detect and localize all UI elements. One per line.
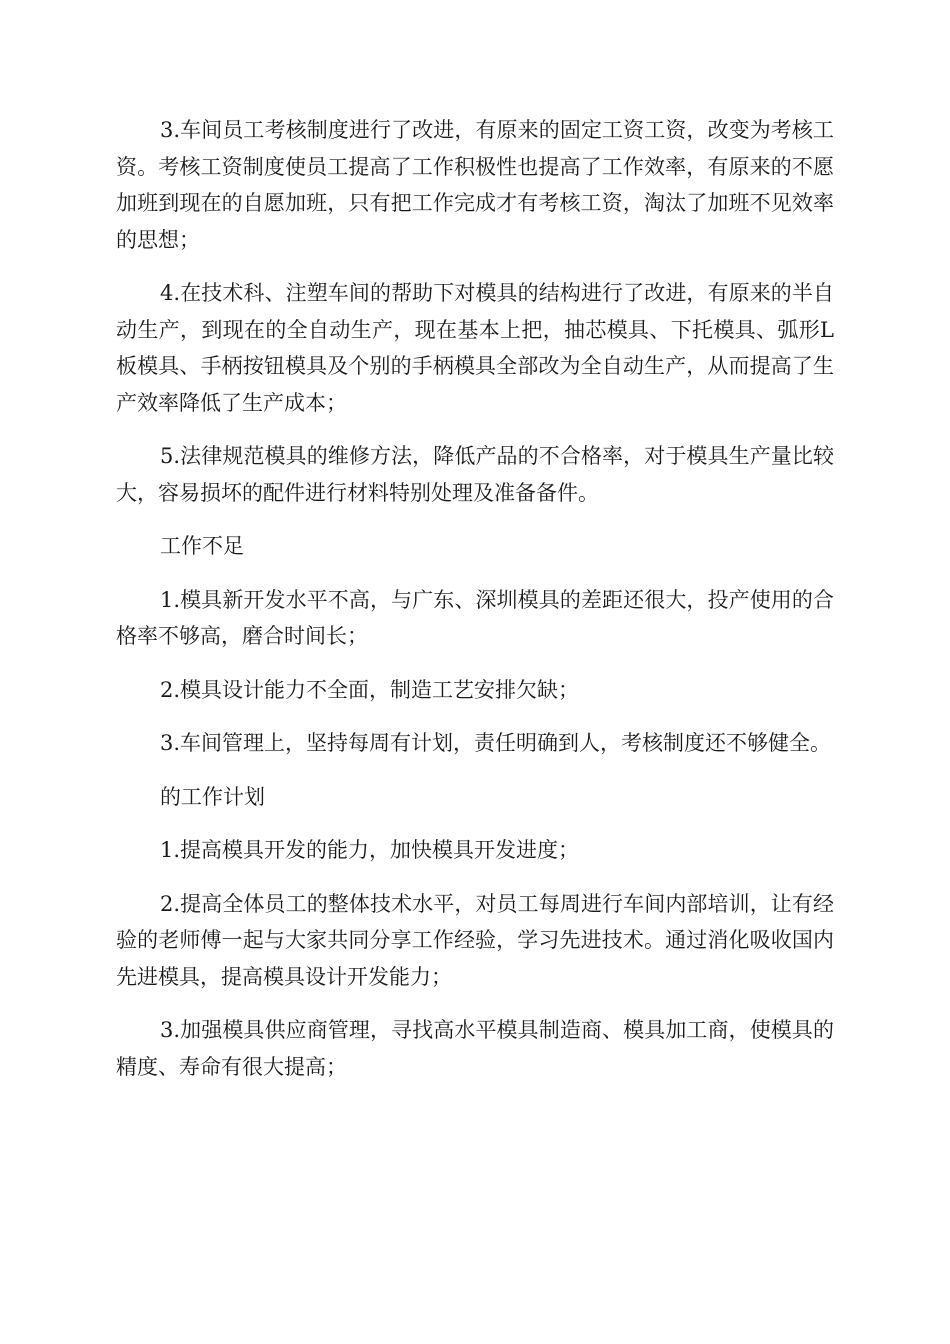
section-heading-shortcomings: 工作不足 — [160, 534, 244, 558]
plan-item-2: 2.提高全体员工的整体技术水平，对员工每周进行车间内部培训，让有经验的老师傅一起与大家共同分享工作经验，学习先进技术。通过消化吸收国内先进模具，提高模具设计开发能力； — [116, 891, 834, 989]
shortcoming-item-1: 1.模具新开发水平不高，与广东、深圳模具的差距还很大，投产使用的合格率不够高，磨合时间长； — [116, 587, 834, 648]
document-body — [116, 112, 834, 1102]
shortcoming-item-3: 3.车间管理上，坚持每周有计划，责任明确到人，考核制度还不够健全。 — [160, 731, 832, 755]
paragraph-item-3: 3.车间员工考核制度进行了改进，有原来的固定工资工资，改变为考核工资。考核工资制度使员工提高了工作积极性也提高了工作效率，有原来的不愿加班到现在的自愿加班，只有把工作完成才有考核工资，淘汰了加班不见效率的思想； — [116, 118, 834, 252]
paragraph-item-5: 5.法律规范模具的维修方法，降低产品的不合格率，对于模具生产量比较大，容易损坏的配件进行材料特别处理及准备备件。 — [116, 444, 834, 505]
plan-item-3: 3.加强模具供应商管理，寻找高水平模具制造商、模具加工商，使模具的精度、寿命有很大提高； — [116, 1018, 834, 1079]
paragraph-item-4: 4.在技术科、注塑车间的帮助下对模具的结构进行了改进，有原来的半自动生产，到现在的全自动生产，现在基本上把，抽芯模具、下托模具、弧形L板模具、手柄按钮模具及个别的手柄模具全部改为全自动生产，从而提高了生产效率降低了生产成本； — [116, 281, 834, 415]
shortcoming-item-2: 2.模具设计能力不全面，制造工艺安排欠缺； — [160, 677, 580, 702]
section-heading-plan: 的工作计划 — [160, 784, 265, 809]
plan-item-1: 1.提高模具开发的能力，加快模具开发进度； — [160, 838, 580, 862]
